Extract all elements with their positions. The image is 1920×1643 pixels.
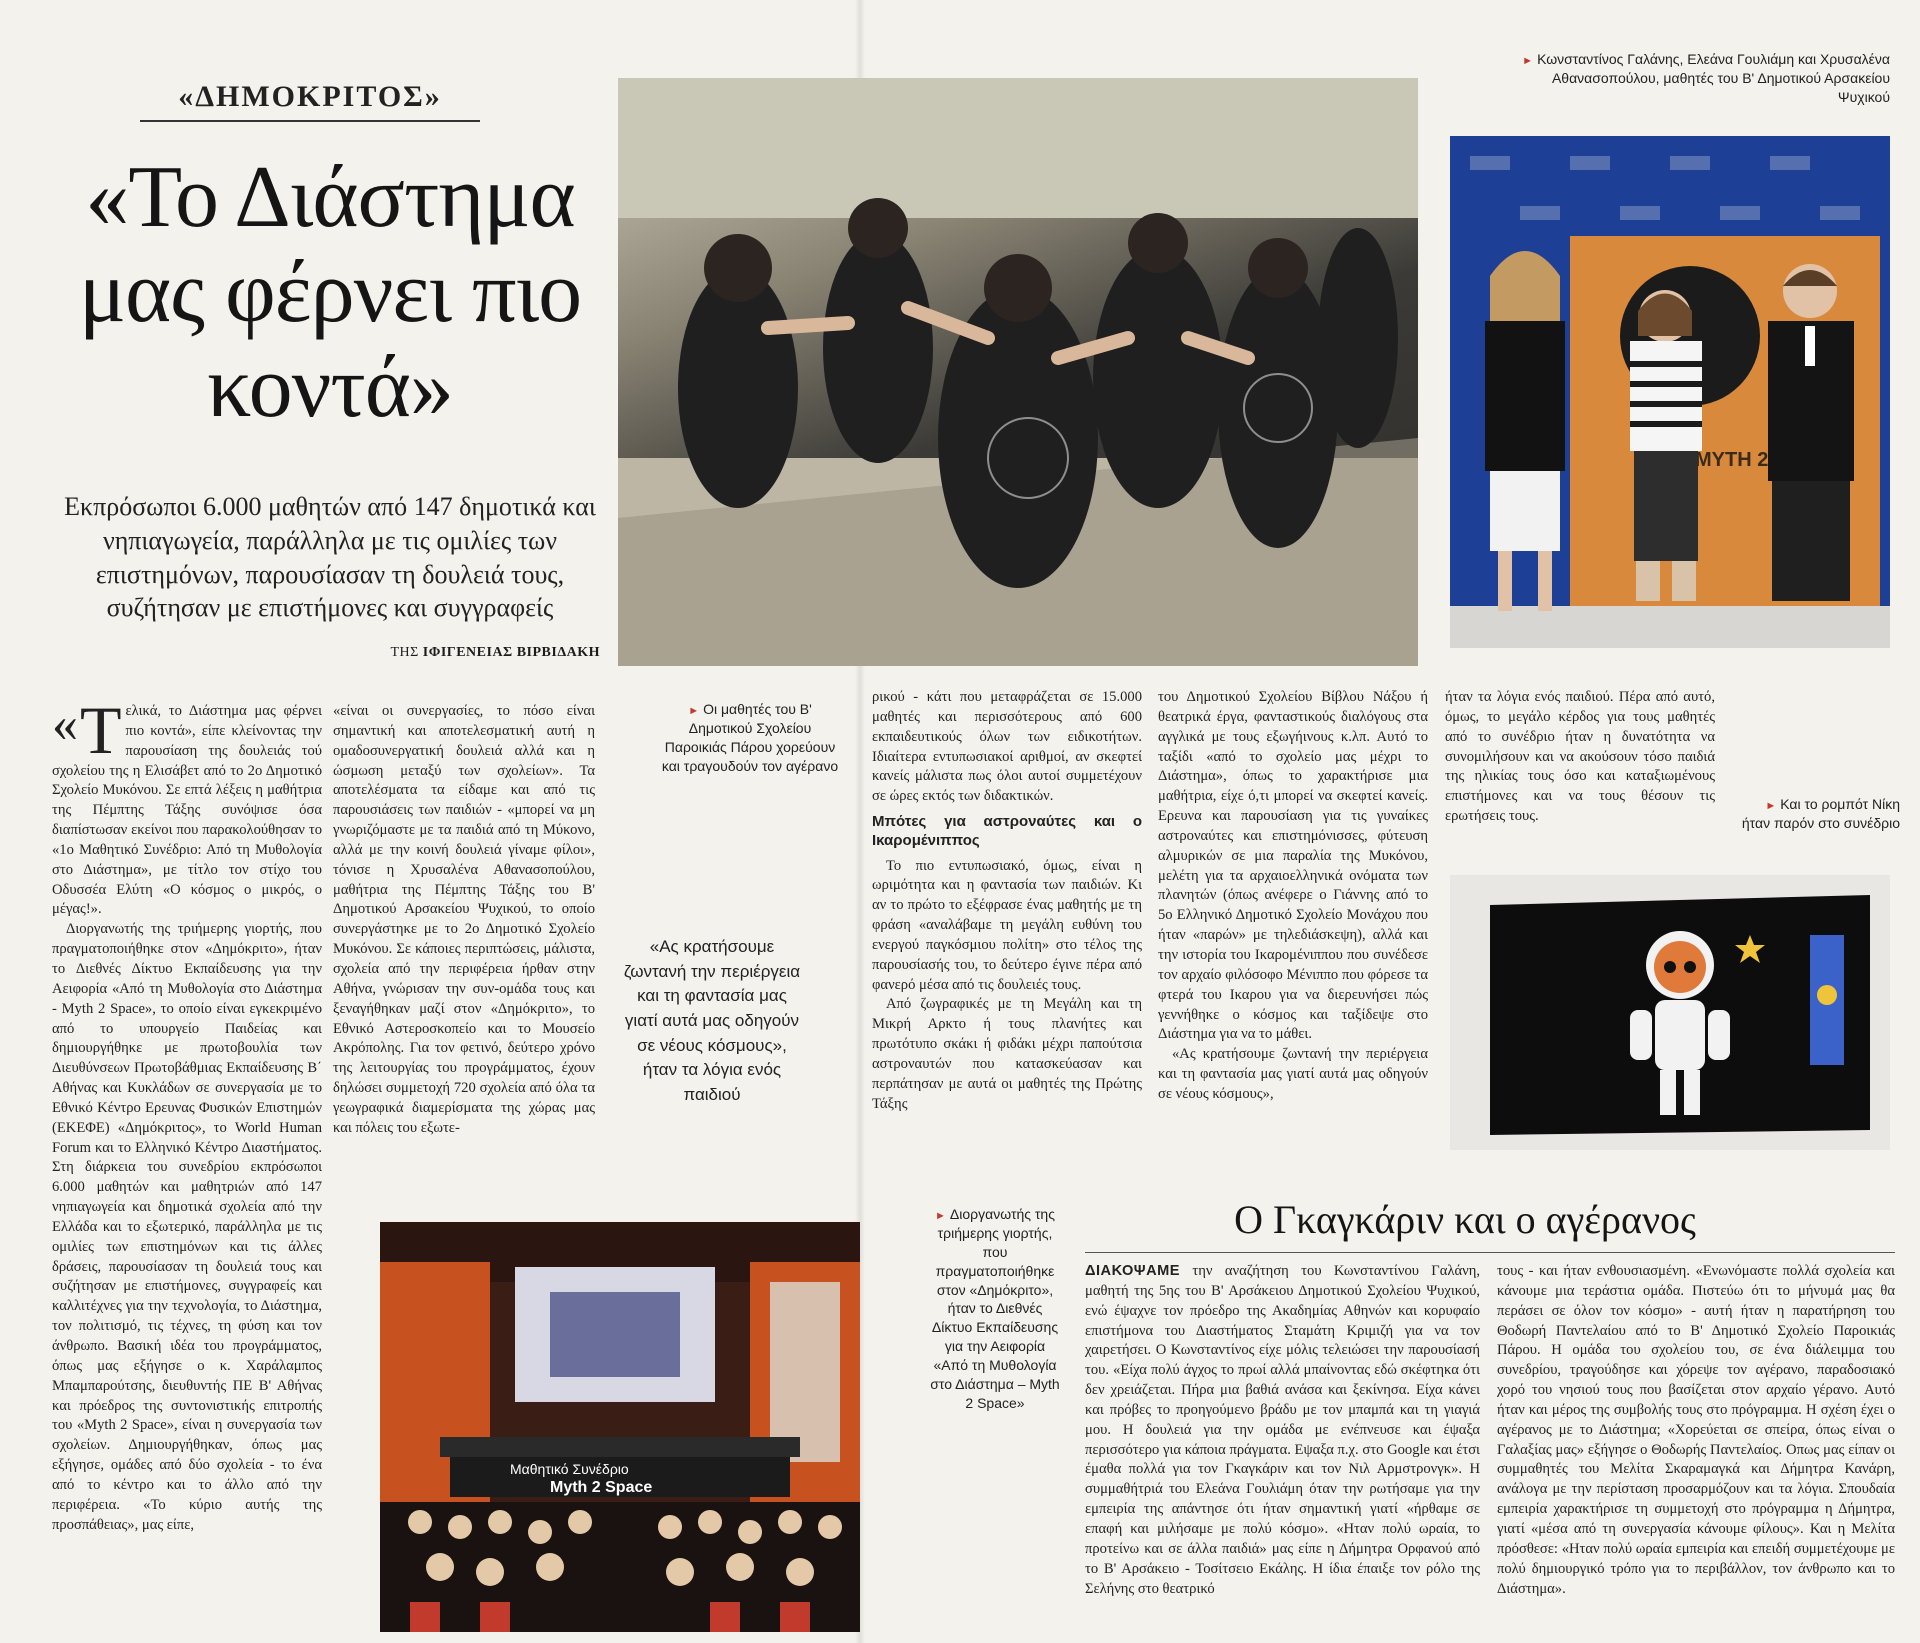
- article-paragraph: ρικού - κάτι που μεταφράζεται σε 15.000 μαθητές και περισσότερους από 600 εκπαιδευτικούς όλων των ειδικοτήτων. Ιδιαίτερα εντυπωσιακοί αριθμοί, αν σκεφτεί κανείς μάλιστα πως όλοι αυτοί συμμετέχουν σε ώρες εκτός των διδακτικών.: [872, 689, 1142, 805]
- byline-prefix: ΤΗΣ: [390, 645, 419, 660]
- caption-robot-text: Και το ρομπότ Νίκη ήταν παρόν στο συνέδριο: [1741, 796, 1900, 831]
- board-text: MYTH 2: [1695, 449, 1769, 471]
- article-column-4: [1158, 688, 1428, 1148]
- sidebar-article-column-1: [1085, 1262, 1480, 1632]
- article-paragraph-text: την αναζήτηση του Κωνσταντίνου Γαλάνη, μαθητή της 5ης του Β' Αρσάκειου Δημοτικού Σχολείου Ψυχικού, ενώ έψαχνε τον πρόεδρο της Ακαδημίας Αθηνών και κορυφαίο επιστήμονα του Διαστήματος Σταμάτη Κριμιζή για να τον χαιρετήσει. Ο Κωνσταντίνος είχε μόλις τελειώσει την παρουσίασή του. «Είχα πολύ άγχος το πρωί αλλά μπαίνοντας εδώ σκέφτηκα ότι δεν χρειάζεται. Πήρα μια βαθιά ανάσα και ξεκίνησα. Είχα κάνει και πρόβες το προηγούμενο βράδυ με τον μπαμπά και τη γιαγιά μου. Η δουλειά για την ομάδα με ενέπνευσε και έψαξα περισσότερο για κάποια πράγματα. Εψαξα π.χ. στο Google και έτσι έμαθα πολλά για τον Γκαγκάριν και τον Νιλ Αρμστρονγκ». Η συμμαθήτριά του Ελεάνα Γουλιάμη όταν την ρωτήσαμε για την εμπειρία της απάντησε ότι ήταν σημαντική γιατί «ήρθαμε σε επαφή και μιλήσαμε με πολύ κόσμο». «Ηταν πολύ ωραία, το προτείνω και σε άλλα παιδιά» μας είπε η Δήμητρα Ορφανού από το Β' Αρσάκειο - Τοσίτσειο Εκάλης. Η ίδια έπαιξε τον ρόλο της Σελήνης στο θεατρικό: [1085, 1263, 1480, 1597]
- caption-students: [1510, 50, 1890, 107]
- byline-name: ΙΦΙΓΕΝΕΙΑΣ ΒΙΡΒΙΔΑΚΗ: [422, 645, 600, 660]
- sidebar-article-title: Ο Γκαγκάριν και ο αγέρανος: [1234, 1197, 1696, 1242]
- article-column-2: [333, 702, 595, 1202]
- caption-robot: [1740, 795, 1900, 833]
- red-arrow-bullet-icon: ►: [1765, 800, 1777, 812]
- red-arrow-bullet-icon: ►: [1522, 55, 1534, 67]
- article-paragraph: Το πιο εντυπωσιακό, όμως, είναι η ωριμότητα και η φαντασία των παιδιών. Κι αν το πρώτο το εξέφρασε ένας μαθητής με τη φράση «αναλάβαμε τη μεγάλη ευθύνη του ενεργού παγκόσμιου πολίτη» στο τέλος της παρουσίασής του, το δεύτερο έγινε πέρα από φανερό μέσα από τις δουλειές τους.: [872, 857, 1142, 993]
- article-column-3: [872, 688, 1142, 1148]
- headline: «Το Διάστημα μας φέρνει πιο κοντά»: [78, 149, 582, 437]
- article-paragraph: τους - και ήταν ενθουσιασμένη. «Ενωνόμαστε πολλά σχολεία και κάνουμε μια τεράστια ομάδα. Πιστεύω ότι το μήνυμά μας θα περάσει σε όλον τον κόσμο» - αυτή ήταν η παρατήρηση του Θοδωρή Παντελαίου από το Β' Δημοτικό Σχολείο Παροικιάς Πάρου. Η ομάδα του σχολείου του, σε ένα διάλειμμα του συνεδρίου, τραγούδησε και χόρεψε τον αγέρανο, παραδοσιακό χορό του νησιού τους που βασίζεται στον αρχαίο γέρανο. Αυτό ήταν και μέρος της συμβολής τους στο πρόγραμμα. Η σχέση έχει ο αγέρανος με το Διάστημα; «Χορεύεται σε σπείρα, όπως είναι ο Γαλαξίας μας» εξήγησε ο Θοδωρής Παντελαίος. Οπως μας είπαν οι συμμαθητές του Μελίτα Σκαραμαγκά και Δήμητρα Κανάρη, ανάλογα με την περίσταση προσαρμόζουν και τα λόγια. Σπουδαία εμπειρία χαρακτήρισε τη συμμετοχή στο πρόγραμμα η Δήμητρα, γιατί «μέσα από τη συνεργασία κάνουμε φίλους». Και η Μελίτα πρόσθεσε: «Ηταν πολύ ωραία εμπειρία και επειδή συμμετέχουμε με πολύ δημιουργικό τρόπο για το περιβάλλον, τον άνθρωπο και το Διάστημα».: [1497, 1263, 1895, 1597]
- sidebar-article-rule: [1085, 1252, 1895, 1253]
- photo-three-students: [1450, 136, 1890, 648]
- caption-students-text: Κωνσταντίνος Γαλάνης, Ελεάνα Γουλιάμη και Χρυσαλένα Αθανασοπούλου, μαθητές του Β' Δημοτικού Αρσακείου Ψυχικού: [1537, 51, 1890, 105]
- lead-in-caps: ΔΙΑΚΟΨΑΜΕ: [1085, 1263, 1181, 1279]
- red-arrow-bullet-icon: ►: [688, 705, 700, 717]
- photo-dancing-students-illustration: [618, 78, 1418, 666]
- drop-quote: «: [52, 702, 78, 753]
- article-paragraph: [1085, 1262, 1480, 1599]
- caption-conference-text: Διοργανωτής της τριήμερης γιορτής, που πραγματοποιήθηκε στον «Δημόκριτο», ήταν το Διεθνές Δίκτυο Εκπαίδευσης για την Αειφορία «Από τη Μυθολογία στο Διάστημα – Myth 2 Space»: [930, 1206, 1060, 1411]
- byline: [200, 645, 600, 661]
- article-paragraph: Διοργανωτής της τριήμερης γιορτής, που πραγματοποιήθηκε στον «Δημόκριτο», ήταν το Διεθνές Δίκτυο Εκπαίδευσης για την Αειφορία «Από τη Μυθολογία στο Διάστημα - Myth 2 Space», το οποίο είναι εγκεκριμένο από το υπουργείο Παιδείας και δημιουργήθηκε με πρωτοβουλία των Διευθύνσεων Πρωτοβάθμιας Εκπαίδευσης Β΄ Αθήνας και Κυκλάδων σε συνεργασία με το Εθνικό Κέντρο Ερευνας Φυσικών Επιστημών (ΕΚΕΦΕ) «Δημόκριτος», το World Human Forum και το Ελληνικό Κέντρο Διαστήματος. Στη διάρκεια του συνεδρίου εκπρόσωποι 6.000 μαθητών και μαθητριών από 147 νηπιαγωγεία και δημοτικά σχολεία από την Ελλάδα και το εξωτερικό, παράλληλα με τις ομιλίες των επιστημόνων και τις άλλες δράσεις, παρουσίασαν τη δουλειά τους και συζήτησαν με επιστήμονες, συγγραφείς και καλλιτέχνες για την τεχνολογία, το Διάστημα, τον πολιτισμό, τις τέχνες, τη φύση και τον άνθρωπο. Βασική ιδέα του προγράμματος, όπως μας εξήγησε ο κ. Χαράλαμπος Μπαμπαρούτσης, διευθυντής ΠΕ Β' Αθήνας και πρόεδρος της συντονιστικής επιτροπής του «Myth 2 Space», είναι η συνεργασία των σχολείων. Δημιουργήθηκαν, όπως μας εξήγησε, ομάδες από δύο σχολεία - το ένα από το κέντρο και το άλλο από την περιφέρεια. «Το κύριο αυτής της προσπάθειας», μας είπε,: [52, 921, 322, 1533]
- banner-line-2: Myth 2 Space: [550, 1479, 653, 1496]
- banner-line-1: Μαθητικό Συνέδριο: [510, 1461, 629, 1477]
- photo-conference-hall-illustration: [380, 1222, 860, 1632]
- article-paragraph: ήταν τα λόγια ενός παιδιού. Πέρα από αυτό, όμως, το μεγάλο κέρδος για τους μαθητές από το συνέδριο ήταν η δυνατότητα να συνομιλήσουν και να ακούσουν τόσο παιδιά της ηλικίας τους όσο και καταξιωμένους επιστήμονες και να τους θέσουν τις ερωτήσεις τους.: [1445, 689, 1715, 825]
- article-paragraph: Από ζωγραφικές με τη Μεγάλη και τη Μικρή Αρκτο ή τους πλανήτες και πρωτότυπο σκάκι ή φιδάκι μέχρι παπούτσια αστροναυτών που κατασκεύασαν και περπάτησαν με αυτά οι μαθητές της Πρώτης Τάξης: [872, 996, 1142, 1112]
- photo-conference-hall: [380, 1222, 860, 1632]
- article-paragraph: του Δημοτικού Σχολείου Βίβλου Νάξου ή θεατρικά έργα, φανταστικούς διαλόγους στα αγγλικά με τους εξωγήινους κ.λπ. Αυτό το ταξίδι «από το σχολείο μας μέχρι το Διάστημα», όπως το χαρακτήρισε μια μαθήτρια, είχε ό,τι μπορεί να σκεφτεί κανείς. Ερευνα και παρουσίαση για τις γυναίκες αστροναύτες και επιστημόνισσες, φύτευση αλμυρικών σε μια παραλία της Μυκόνου, μελέτη για τα αρχαιοελληνικά ονόματα των πλανητών (όπως ανέφερε ο Γιάννης από το 5ο Ελληνικό Δημοτικό Σχολείο Μονάχου που ήταν «παρών» με τηλεδιάσκεψη), αλλά και την ιστορία του Ικαρομένιππου που συνέδεσε τον αρχαίο φιλόσοφο Μένιππο που φόρεσε τα φτερά του Ικαρου για να διερευνήσει πώς γεννήθηκε ο κόσμος και ταξίδεψε στο Διάστημα για να το μάθει.: [1158, 689, 1428, 1043]
- article-column-1: [52, 702, 322, 1632]
- article-subhead: Μπότες για αστροναύτες και ο Ικαρομένιππος: [872, 813, 1142, 849]
- section-tag: «ΔΗΜΟΚΡΙΤΟΣ»: [178, 80, 442, 113]
- drop-cap: Τ: [80, 702, 122, 768]
- photo-robot-niki-illustration: [1450, 875, 1890, 1150]
- photo-robot-niki: [1450, 875, 1890, 1150]
- article-column-5: [1445, 688, 1715, 848]
- section-rule: [140, 120, 480, 122]
- standfirst: Εκπρόσωποι 6.000 μαθητών από 147 δημοτικά και νηπιαγωγεία, παράλληλα με τις ομιλίες των επιστημόνων, παρουσίασαν τη δουλειά τους, συζήτησαν με επιστήμονες και συγγραφείς: [64, 492, 596, 623]
- article-paragraph-text: ελικά, το Διάστημα μας φέρνει πιο κοντά», είπε κλείνοντας την παρουσίαση της δουλειάς τού σχολείου της η Ελισάβετ από το 2ο Δημοτικό Σχολείο Μυκόνου. Σε επτά λέξεις η μαθήτρια της Πέμπτης Τάξης συνόψισε όσα διαπίστωσαν εκείνοι που παρακολούθησαν το «1ο Μαθητικό Συνέδριο: Από τη Μυθολογία στο Διάστημα», με τίτλο τον στίχο του Οδυσσέα Ελύτη «Ο κόσμος ο μικρός, ο μέγας!».: [52, 703, 322, 918]
- sidebar-article-column-2: [1497, 1262, 1895, 1632]
- caption-dance-text: Οι μαθητές του Β' Δημοτικού Σχολείου Παροικιάς Πάρου χορεύουν και τραγουδούν τον αγέρανο: [661, 701, 839, 774]
- photo-three-students-illustration: [1450, 136, 1890, 648]
- article-paragraph: «Ας κρατήσουμε ζωντανή την περιέργεια και τη φαντασία μας γιατί αυτά μας οδηγούν σε νέους κόσμους»,: [1158, 1046, 1428, 1102]
- caption-dance: [660, 700, 840, 776]
- photo-dancing-students: [618, 78, 1418, 666]
- article-paragraph: «είναι οι συνεργασίες, το πόσο είναι σημαντική και αποτελεσματική αυτή η ομαδοσυνεργατική δουλειά αλλά και η ώσμωση μεταξύ των σχολείων». Τα αποτελέσματα τα είδαμε και από τις παρουσιάσεις των παιδιών - «μπορεί να μη γνωριζόμαστε με τα παιδιά από τη Μύκονο, αλλά με την κοινή δουλειά γίναμε φίλοι», τόνισε η Χρυσαλένα Αθανασοπούλου, μαθήτρια της Πέμπτης Τάξης του Β' Δημοτικού Αρσακείου Ψυχικού, το οποίο συνεργάστηκε με το 2ο Δημοτικό Σχολείο Μυκόνου. Σε κάποιες περιπτώσεις, μάλιστα, σχολεία από την περιφέρεια ήρθαν στην Αθήνα, γνώρισαν την συν-ομάδα τους και ξεναγήθηκαν μαζί στον «Δημόκριτο», το Εθνικό Αστεροσκοπείο και το Μουσείο Ακρόπολης. Για τον φετινό, δεύτερο χρόνο της λειτουργίας του προγράμματος, έχουν δηλώσει συμμετοχή 720 σχολεία από όλα τα γεωγραφικά διαμερίσματα της χώρας μας και πόλεις του εξωτε-: [333, 703, 595, 1136]
- article-paragraph: [52, 702, 322, 920]
- red-arrow-bullet-icon: ►: [935, 1210, 946, 1222]
- pull-quote: «Ας κρατήσουμε ζωντανή την περιέργεια και τη φαντασία μας γιατί αυτά μας οδηγούν σε νέους κόσμους», ήταν τα λόγια ενός παιδιού: [623, 937, 801, 1104]
- caption-conference: [930, 1205, 1060, 1413]
